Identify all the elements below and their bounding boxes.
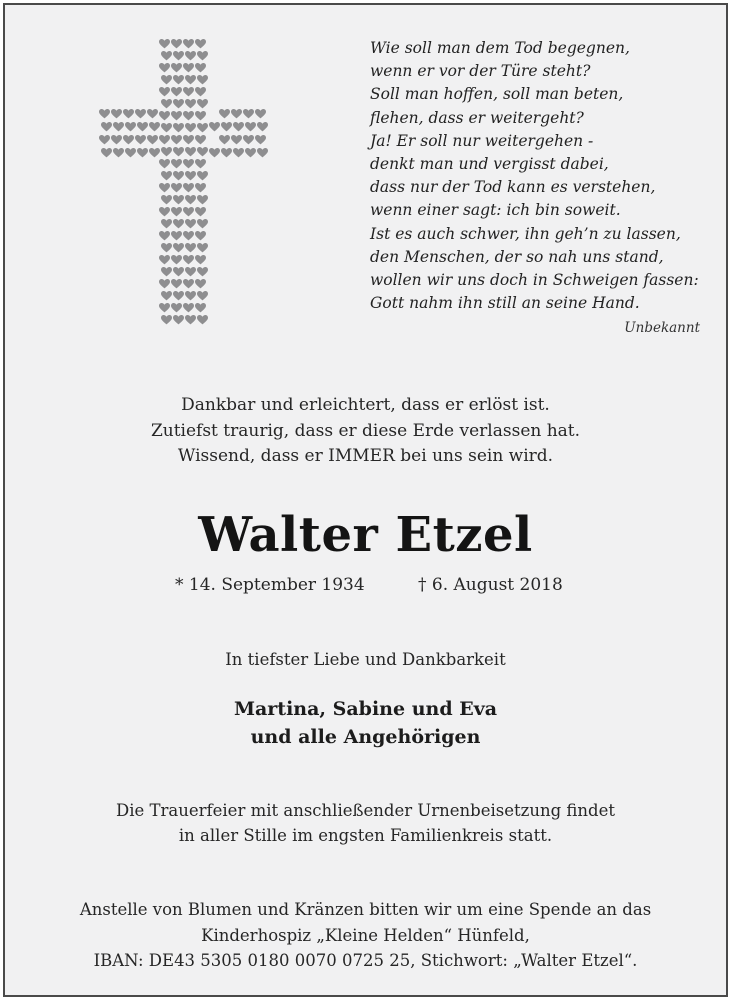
heart-shape	[161, 147, 172, 156]
heart-shape	[195, 231, 206, 240]
heart-shape	[161, 291, 172, 300]
heart-shape	[183, 159, 194, 168]
heart-shape	[173, 123, 184, 132]
heart-shape	[161, 267, 172, 276]
poem-line: dass nur der Tod kann es verstehen,	[370, 178, 656, 197]
heart-shape	[185, 219, 196, 228]
heart-shape	[257, 122, 268, 131]
heart-shape	[183, 39, 194, 48]
heart-shape	[197, 75, 208, 84]
heart-shape	[233, 122, 244, 131]
heart-shape	[195, 183, 206, 192]
heart-shape	[197, 195, 208, 204]
heart-shape	[195, 159, 206, 168]
heart-shape	[173, 171, 184, 180]
heart-shape	[171, 159, 182, 168]
heart-shape	[197, 315, 208, 324]
heart-shape	[161, 75, 172, 84]
heart-shape	[149, 148, 160, 157]
heart-shape	[183, 183, 194, 192]
heart-shape	[185, 267, 196, 276]
heart-shape	[159, 303, 170, 312]
family-names	[5, 695, 726, 751]
heart-shape	[113, 148, 124, 157]
heart-shape	[161, 315, 172, 324]
heart-shape	[185, 291, 196, 300]
verse-line: Dankbar und erleichtert, dass er erlöst ist.	[181, 395, 550, 415]
heart-shape	[183, 279, 194, 288]
poem-author: Unbekannt	[624, 320, 700, 337]
heart-shape	[195, 39, 206, 48]
heart-shape	[137, 122, 148, 131]
poem-line: wenn einer sagt: ich bin soweit.	[370, 201, 621, 220]
poem-line: Ja! Er soll nur weitergehen -	[370, 131, 594, 150]
heart-shape	[161, 99, 172, 108]
heart-shape	[111, 109, 122, 118]
heart-shape	[195, 207, 206, 216]
deceased-name: Walter Etzel	[198, 507, 533, 563]
heart-shape	[173, 291, 184, 300]
heart-shape	[195, 135, 206, 144]
heart-shape	[113, 122, 124, 131]
heart-shape	[99, 135, 110, 144]
heart-shape	[185, 99, 196, 108]
heart-shape	[125, 122, 136, 131]
heart-shape	[171, 183, 182, 192]
heart-shape	[123, 109, 134, 118]
heart-shape	[195, 63, 206, 72]
heart-shape	[195, 279, 206, 288]
heart-shape	[183, 207, 194, 216]
heart-shape	[185, 195, 196, 204]
heart-shape	[255, 135, 266, 144]
poem-line: Gott nahm ihn still an seine Hand.	[370, 294, 640, 313]
heart-shape	[99, 109, 110, 118]
poem-line: wenn er vor der Türe steht?	[370, 62, 591, 81]
heart-shape	[185, 75, 196, 84]
heart-shape	[195, 303, 206, 312]
heart-shape	[221, 122, 232, 131]
heart-shape	[209, 148, 220, 157]
heart-shape	[171, 135, 182, 144]
heart-shape	[173, 99, 184, 108]
heart-shape	[135, 109, 146, 118]
heart-cross-icon	[97, 37, 269, 333]
heart-shape	[209, 122, 220, 131]
poem-line: den Menschen, der so nah uns stand,	[370, 247, 664, 266]
heart-shape	[183, 87, 194, 96]
heart-shape	[185, 315, 196, 324]
funeral-info	[5, 798, 726, 848]
poem-line: Soll man hoffen, soll man beten,	[370, 85, 624, 104]
poem-line: flehen, dass er weitergeht?	[370, 108, 584, 127]
poem	[370, 37, 700, 341]
verse-line: Zutiefst traurig, dass er diese Erde verlassen hat.	[150, 420, 581, 441]
heart-shape	[161, 51, 172, 60]
poem-line: Ist es auch schwer, ihn geh’n zu lassen,	[370, 224, 681, 243]
heart-shape	[231, 135, 242, 144]
poem-line: denkt man und vergisst dabei,	[370, 155, 609, 174]
heart-shape	[197, 291, 208, 300]
heart-shape	[159, 207, 170, 216]
donation-info	[5, 897, 726, 974]
heart-shape	[171, 231, 182, 240]
heart-shape	[161, 219, 172, 228]
heart-shape	[161, 123, 172, 132]
heart-shape	[183, 303, 194, 312]
heart-shape	[183, 231, 194, 240]
heart-shape	[159, 39, 170, 48]
poem-line: Wie soll man dem Tod begegnen,	[370, 39, 630, 57]
death-date: † 6. August 2018	[418, 575, 563, 595]
intro-text: In tiefster Liebe und Dankbarkeit	[225, 650, 506, 669]
heart-shape	[171, 279, 182, 288]
heart-shape	[197, 219, 208, 228]
heart-shape	[173, 51, 184, 60]
heart-shape	[197, 267, 208, 276]
heart-shape	[219, 109, 230, 118]
verse	[5, 393, 726, 470]
heart-shape	[159, 255, 170, 264]
heart-shape	[243, 109, 254, 118]
donation-line: Anstelle von Blumen und Kränzen bitten wir um eine Spende an das	[79, 900, 652, 919]
heart-shape	[185, 147, 196, 156]
heart-shape	[171, 39, 182, 48]
heart-shape	[173, 315, 184, 324]
heart-shape	[111, 135, 122, 144]
heart-shape	[231, 109, 242, 118]
heart-shape	[195, 87, 206, 96]
birth-date: * 14. September 1934	[175, 575, 365, 595]
heart-shape	[171, 63, 182, 72]
heart-shape	[171, 303, 182, 312]
heart-shape	[101, 122, 112, 131]
heart-shape	[159, 87, 170, 96]
heart-shape	[173, 267, 184, 276]
funeral-line: Die Trauerfeier mit anschließender Urnenbeisetzung findet	[116, 801, 615, 820]
heart-shape	[147, 109, 158, 118]
heart-shape	[101, 148, 112, 157]
heart-shape	[173, 219, 184, 228]
funeral-line: in aller Stille im engsten Familienkreis statt.	[178, 826, 553, 845]
family-line: Martina, Sabine und Eva	[233, 698, 498, 720]
heart-shape	[171, 111, 182, 120]
heart-shape	[197, 147, 208, 156]
heart-shape	[243, 135, 254, 144]
heart-shape	[159, 111, 170, 120]
heart-shape	[137, 148, 148, 157]
heart-shape	[159, 279, 170, 288]
heart-shape	[221, 148, 232, 157]
heart-shape	[173, 243, 184, 252]
verse-line: Wissend, dass er IMMER bei uns sein wird.	[177, 446, 554, 466]
heart-shape	[197, 123, 208, 132]
heart-shape	[173, 75, 184, 84]
heart-shape	[149, 122, 160, 131]
heart-shape	[159, 231, 170, 240]
heart-shape	[183, 255, 194, 264]
heart-shape	[183, 111, 194, 120]
heart-shape	[161, 171, 172, 180]
heart-shape	[173, 195, 184, 204]
heart-shape	[161, 243, 172, 252]
heart-shape	[197, 243, 208, 252]
heart-shape	[147, 135, 158, 144]
heart-shape	[195, 111, 206, 120]
heart-shape	[171, 255, 182, 264]
poem-line: wollen wir uns doch in Schweigen fassen:	[370, 271, 699, 290]
heart-shape	[255, 109, 266, 118]
heart-shape	[195, 255, 206, 264]
heart-shape	[233, 148, 244, 157]
heart-shape	[125, 148, 136, 157]
heart-shape	[219, 135, 230, 144]
heart-shape	[257, 148, 268, 157]
heart-shape	[185, 243, 196, 252]
heart-shape	[171, 87, 182, 96]
heart-shape	[135, 135, 146, 144]
obituary-notice	[3, 3, 728, 997]
donation-line: IBAN: DE43 5305 0180 0070 0725 25, Stichwort: „Walter Etzel“.	[93, 951, 638, 970]
heart-shape	[161, 195, 172, 204]
heart-shape	[197, 51, 208, 60]
heart-shape	[245, 148, 256, 157]
donation-line: Kinderhospiz „Kleine Helden“ Hünfeld,	[201, 925, 530, 945]
heart-shape	[245, 122, 256, 131]
heart-shape	[185, 171, 196, 180]
heart-shape	[159, 159, 170, 168]
heart-shape	[197, 99, 208, 108]
heart-shape	[185, 51, 196, 60]
heart-shape	[183, 135, 194, 144]
heart-shape	[185, 123, 196, 132]
heart-shape	[197, 171, 208, 180]
heart-shape	[183, 63, 194, 72]
heart-shape	[171, 207, 182, 216]
heart-shape	[123, 135, 134, 144]
heart-shape	[159, 63, 170, 72]
heart-shape	[159, 135, 170, 144]
family-line: und alle Angehörigen	[250, 726, 481, 748]
heart-shape	[173, 147, 184, 156]
heart-shape	[159, 183, 170, 192]
